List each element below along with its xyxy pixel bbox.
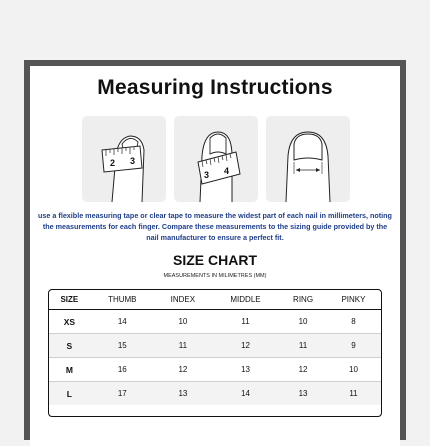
- nail-width-arrow-icon: [266, 116, 350, 202]
- table-cell: 13: [211, 358, 280, 382]
- table-cell: 11: [155, 334, 211, 358]
- column-header: THUMB: [90, 290, 155, 310]
- column-header: RING: [280, 290, 326, 310]
- tape-mark-label: 4: [224, 166, 230, 176]
- size-table: [48, 289, 382, 417]
- table-cell: 9: [326, 334, 381, 358]
- table-cell: 16: [90, 358, 155, 382]
- column-header: INDEX: [155, 290, 211, 310]
- table-header-row: [49, 290, 381, 310]
- size-chart-subtitle: MEASUREMENTS IN MILIMETRES (MM): [163, 273, 267, 279]
- tape-measure-finger-icon: [174, 116, 258, 202]
- illustration-thumb-tape: [82, 116, 166, 202]
- table-cell: 12: [211, 334, 280, 358]
- size-cell: M: [49, 358, 90, 382]
- illustration-row: [82, 116, 350, 202]
- table-cell: 8: [326, 310, 381, 334]
- tape-mark-label: 2: [110, 158, 116, 168]
- instructions-text: use a flexible measuring tape or clear tape to measure the widest part of each nail in millimeters, noting the measurements for each finger. Compare these measurements to the sizing guide provided by the nail manufacturer to ensure a perfect fit.: [38, 211, 392, 242]
- table-cell: 13: [155, 382, 211, 406]
- table-cell: 10: [155, 310, 211, 334]
- table-cell: 14: [90, 310, 155, 334]
- table-cell: 11: [211, 310, 280, 334]
- table-cell: 12: [280, 358, 326, 382]
- size-cell: S: [49, 334, 90, 358]
- table-cell: 11: [280, 334, 326, 358]
- column-header: SIZE: [49, 290, 90, 310]
- table-row: [49, 310, 381, 334]
- tape-mark-label: 3: [204, 170, 210, 180]
- size-chart-title: SIZE CHART: [173, 252, 257, 268]
- illustration-finger-tape: [174, 116, 258, 202]
- table-cell: 17: [90, 382, 155, 406]
- table-row: [49, 382, 381, 406]
- size-cell: XS: [49, 310, 90, 334]
- illustration-nail-width: [266, 116, 350, 202]
- table-cell: 13: [280, 382, 326, 406]
- column-header: MIDDLE: [211, 290, 280, 310]
- column-header: PINKY: [326, 290, 381, 310]
- table-cell: 11: [326, 382, 381, 406]
- size-cell: L: [49, 382, 90, 406]
- table-cell: 10: [326, 358, 381, 382]
- table-cell: 15: [90, 334, 155, 358]
- table-row: [49, 358, 381, 382]
- table-cell: 10: [280, 310, 326, 334]
- tape-measure-thumb-icon: [82, 116, 166, 202]
- tape-mark-label: 3: [130, 156, 136, 166]
- table-cell: 14: [211, 382, 280, 406]
- table-cell: 12: [155, 358, 211, 382]
- instruction-card: [30, 66, 400, 446]
- page-title: Measuring Instructions: [97, 76, 333, 99]
- table-row: [49, 334, 381, 358]
